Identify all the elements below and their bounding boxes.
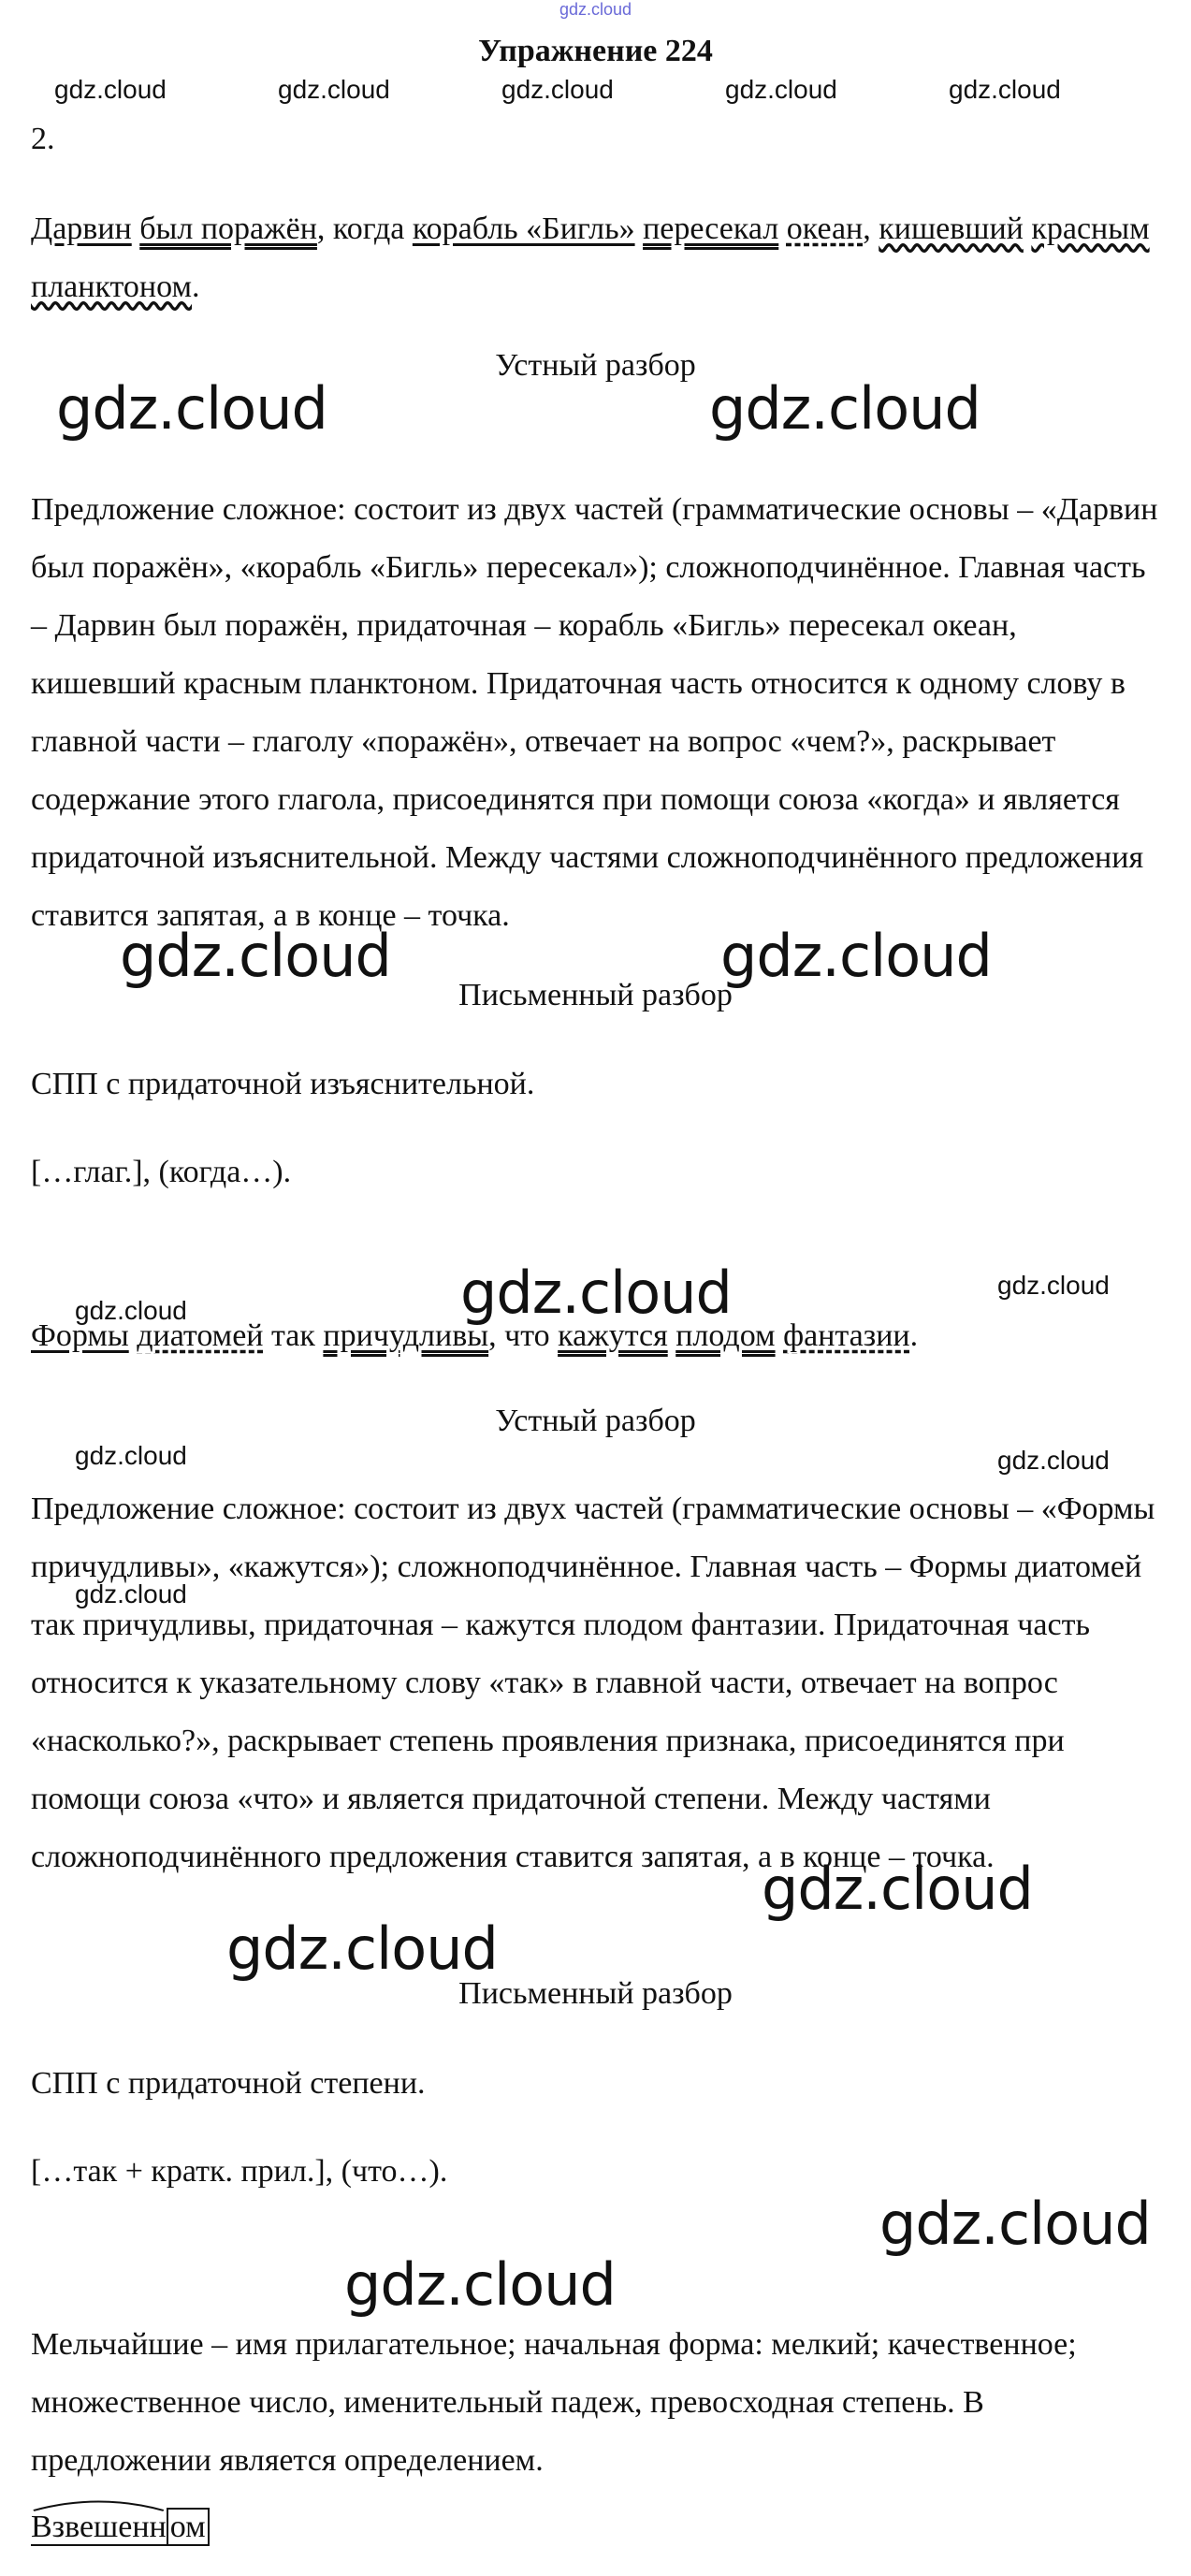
watermark: gdz.cloud [278, 75, 390, 104]
watermark: gdz.cloud [949, 75, 1061, 104]
predicate-word: кажутся [558, 1318, 668, 1353]
predicate-word: пересекал [643, 211, 779, 246]
sentence-text [129, 1318, 138, 1353]
sentence-2 [31, 1307, 1163, 1365]
watermark: gdz.cloud [226, 1914, 498, 1983]
sentence-text: так [263, 1318, 324, 1353]
morph-text: Мельчайшие – имя прилагательное; начальная форма: мелкий; качественное; множественное число, именительный падеж, превосходная степень. В предложении является определением. [31, 2327, 1077, 2478]
written-heading-1: Письменный разбор [458, 978, 733, 1012]
sentence-text [668, 1318, 676, 1353]
sentence-text [635, 211, 644, 246]
subject-word: корабль «Бигль» [412, 211, 635, 246]
root-arc-icon [31, 2498, 167, 2511]
oral-text-1: Предложение сложное: состоит из двух частей (грамматические основы – «Дарвин был поражён», «корабль «Бигль» пересекал»); сложноподчинённое. Главная часть – Дарвин был поражён, придаточная – корабль «Бигль» пересекал океан, кишевший красным планктоном. Придаточная часть относится к одному слову в главной части – глаголу «поражён», отвечает на вопрос «чем?», раскрывает содержание этого глагола, присоединятся при помощи союза «когда» и является придаточной изъяснительной. Между частями сложноподчинённого предложения ставится запятая, а в конце – точка. [31, 492, 1158, 933]
written-type-1: СПП с придаточной изъяснительной. [31, 1067, 535, 1101]
scheme-1: […глаг.], (когда…). [31, 1155, 292, 1189]
object-word: океан [786, 211, 864, 246]
oral-heading-1: Устный разбор [495, 348, 696, 383]
predicate-word: причудливы [323, 1318, 489, 1353]
word-parse [31, 2510, 210, 2545]
sentence-text [778, 211, 787, 246]
object-word: диатомей [137, 1318, 264, 1353]
watermark: gdz.cloud [720, 922, 992, 990]
watermark: gdz.cloud [75, 1441, 187, 1470]
predicate-word: плодом [675, 1318, 776, 1353]
subject-word: Дарвин [31, 211, 132, 246]
watermark: gdz.cloud [501, 75, 614, 104]
watermark: gdz.cloud [460, 1259, 732, 1327]
predicate-word: был поражён [139, 211, 317, 246]
watermark: gdz.cloud [120, 922, 391, 990]
sentence-text: , что [488, 1318, 559, 1353]
watermark: gdz.cloud [75, 1579, 187, 1608]
watermark: gdz.cloud [56, 374, 327, 443]
watermark: gdz.cloud [762, 1855, 1033, 1923]
written-type-2: СПП с придаточной степени. [31, 2066, 426, 2101]
sentence-text: . [909, 1318, 919, 1353]
oral-heading-2: Устный разбор [495, 1404, 696, 1438]
oral-text-2: Предложение сложное: состоит из двух частей (грамматические основы – «Формы причудливы», «кажутся»); сложноподчинённое. Главная часть – Формы диатомей так причудливы, придаточная – кажутся плодом фантазии. Придаточная часть относится к указательному слову «так» в главной части, отвечает на вопрос «насколько?», раскрывает степень проявления признака, присоединятся при помощи союза «что» и является придаточной степени. Между частями сложноподчинённого предложения ставится запятая, а в конце – точка. [31, 1492, 1155, 1874]
watermark: gdz.cloud [344, 2250, 616, 2319]
sentence-text: , когда [316, 211, 413, 246]
sentence-text [776, 1318, 784, 1353]
watermark: gdz.cloud [725, 75, 837, 104]
page-title: Упражнение 224 [478, 34, 713, 68]
stem-text: Взвешенн [31, 2510, 167, 2544]
section-number: 2. [31, 122, 55, 156]
watermark: gdz.cloud [709, 374, 980, 443]
word-ending: ом [167, 2508, 210, 2546]
watermark: gdz.cloud [54, 75, 167, 104]
written-heading-2: Письменный разбор [458, 1976, 733, 2011]
word-stem [31, 2510, 167, 2545]
object-word: фантазии [783, 1318, 910, 1353]
watermark: gdz.cloud [879, 2190, 1151, 2258]
watermark: gdz.cloud [997, 1446, 1110, 1475]
sentence-text: . [192, 269, 200, 304]
watermark: gdz.cloud [997, 1271, 1110, 1300]
sentence-text: , [863, 211, 879, 246]
watermark: gdz.cloud [75, 1296, 187, 1325]
scheme-2: […так + кратк. прил.], (что…). [31, 2154, 448, 2189]
site-label-top[interactable]: gdz.cloud [559, 0, 632, 19]
subject-word: Формы [31, 1318, 129, 1353]
participle-phrase: красным планктоном [31, 211, 1150, 304]
sentence-1 [31, 200, 1163, 316]
participle-word: кишевший [879, 211, 1024, 246]
